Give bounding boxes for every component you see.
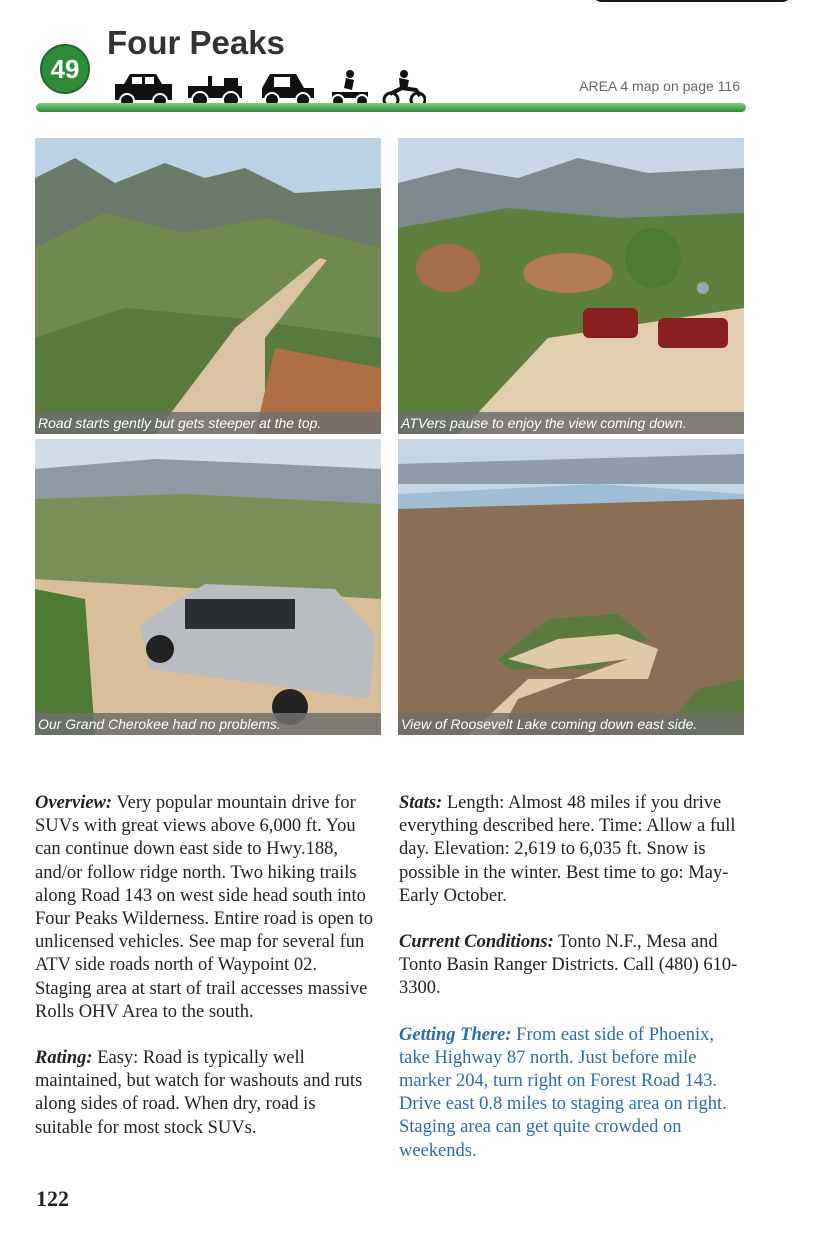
overview-paragraph xyxy=(35,792,375,1024)
photo-grand-cherokee-image xyxy=(35,439,381,735)
rating-label: Rating: xyxy=(35,1048,93,1069)
trail-number-badge: 49 xyxy=(40,44,90,94)
rating-text: Easy: Road is typically well maintained, but watch for washouts and ruts along sides of road. When dry, road is suitable for most stock SUVs. xyxy=(35,1048,363,1138)
right-text-column xyxy=(399,792,739,1186)
conditions-label: Current Conditions: xyxy=(399,932,554,953)
header-rule xyxy=(36,103,746,112)
map-reference: AREA 4 map on page 116 xyxy=(579,78,740,94)
getting-there-label: Getting There: xyxy=(399,1024,512,1045)
photo-roosevelt-lake xyxy=(398,439,744,735)
left-text-column xyxy=(35,792,375,1163)
getting-there-paragraph xyxy=(399,1024,739,1163)
photo-caption: View of Roosevelt Lake coming down east side. xyxy=(398,713,744,735)
photo-road-start-image xyxy=(35,138,381,434)
overview-text: Very popular mountain drive for SUVs with great views above 6,000 ft. You can continue down east side to Hwy.188, and/or follow ridge north. Two hiking trails along Road 143 on west side head south into Four Peaks Wilderness. Entire road is open to unlicensed vehicles. See map for several fun ATV side roads north of Waypoint 02. Staging area at start of trail accesses massive Rolls OHV Area to the south. xyxy=(35,793,374,1022)
stats-paragraph xyxy=(399,792,739,908)
photo-atvers xyxy=(398,138,744,434)
stats-text: Length: Almost 48 miles if you drive everything described here. Time: Allow a full day. Elevation: 2,619 to 6,035 ft. Snow is possible in the winter. Best time to go: May-Early October. xyxy=(399,793,736,906)
overview-label: Overview: xyxy=(35,793,113,813)
photo-road-start xyxy=(35,138,381,434)
photo-caption: ATVers pause to enjoy the view coming down. xyxy=(398,412,744,434)
photo-grand-cherokee xyxy=(35,439,381,735)
photo-caption: Our Grand Cherokee had no problems. xyxy=(35,713,381,735)
rating-paragraph xyxy=(35,1047,375,1140)
page-title: Four Peaks xyxy=(107,24,285,61)
stats-label: Stats: xyxy=(399,793,443,813)
photo-atvers-image xyxy=(398,138,744,434)
page-number: 122 xyxy=(36,1186,69,1211)
conditions-text: Tonto N.F., Mesa and Tonto Basin Ranger Districts. Call (480) 610-3300. xyxy=(399,932,738,999)
photo-caption: Road starts gently but gets steeper at the top. xyxy=(35,412,381,434)
conditions-paragraph xyxy=(399,931,739,1001)
top-edge-tab xyxy=(592,0,792,2)
photo-roosevelt-lake-image xyxy=(398,439,744,735)
getting-there-text: From east side of Phoenix, take Highway 87 north. Just before mile marker 204, turn right on Forest Road 143. Drive east 0.8 miles to staging area on right. Staging area can get quite crowded on weekends. xyxy=(399,1024,727,1161)
